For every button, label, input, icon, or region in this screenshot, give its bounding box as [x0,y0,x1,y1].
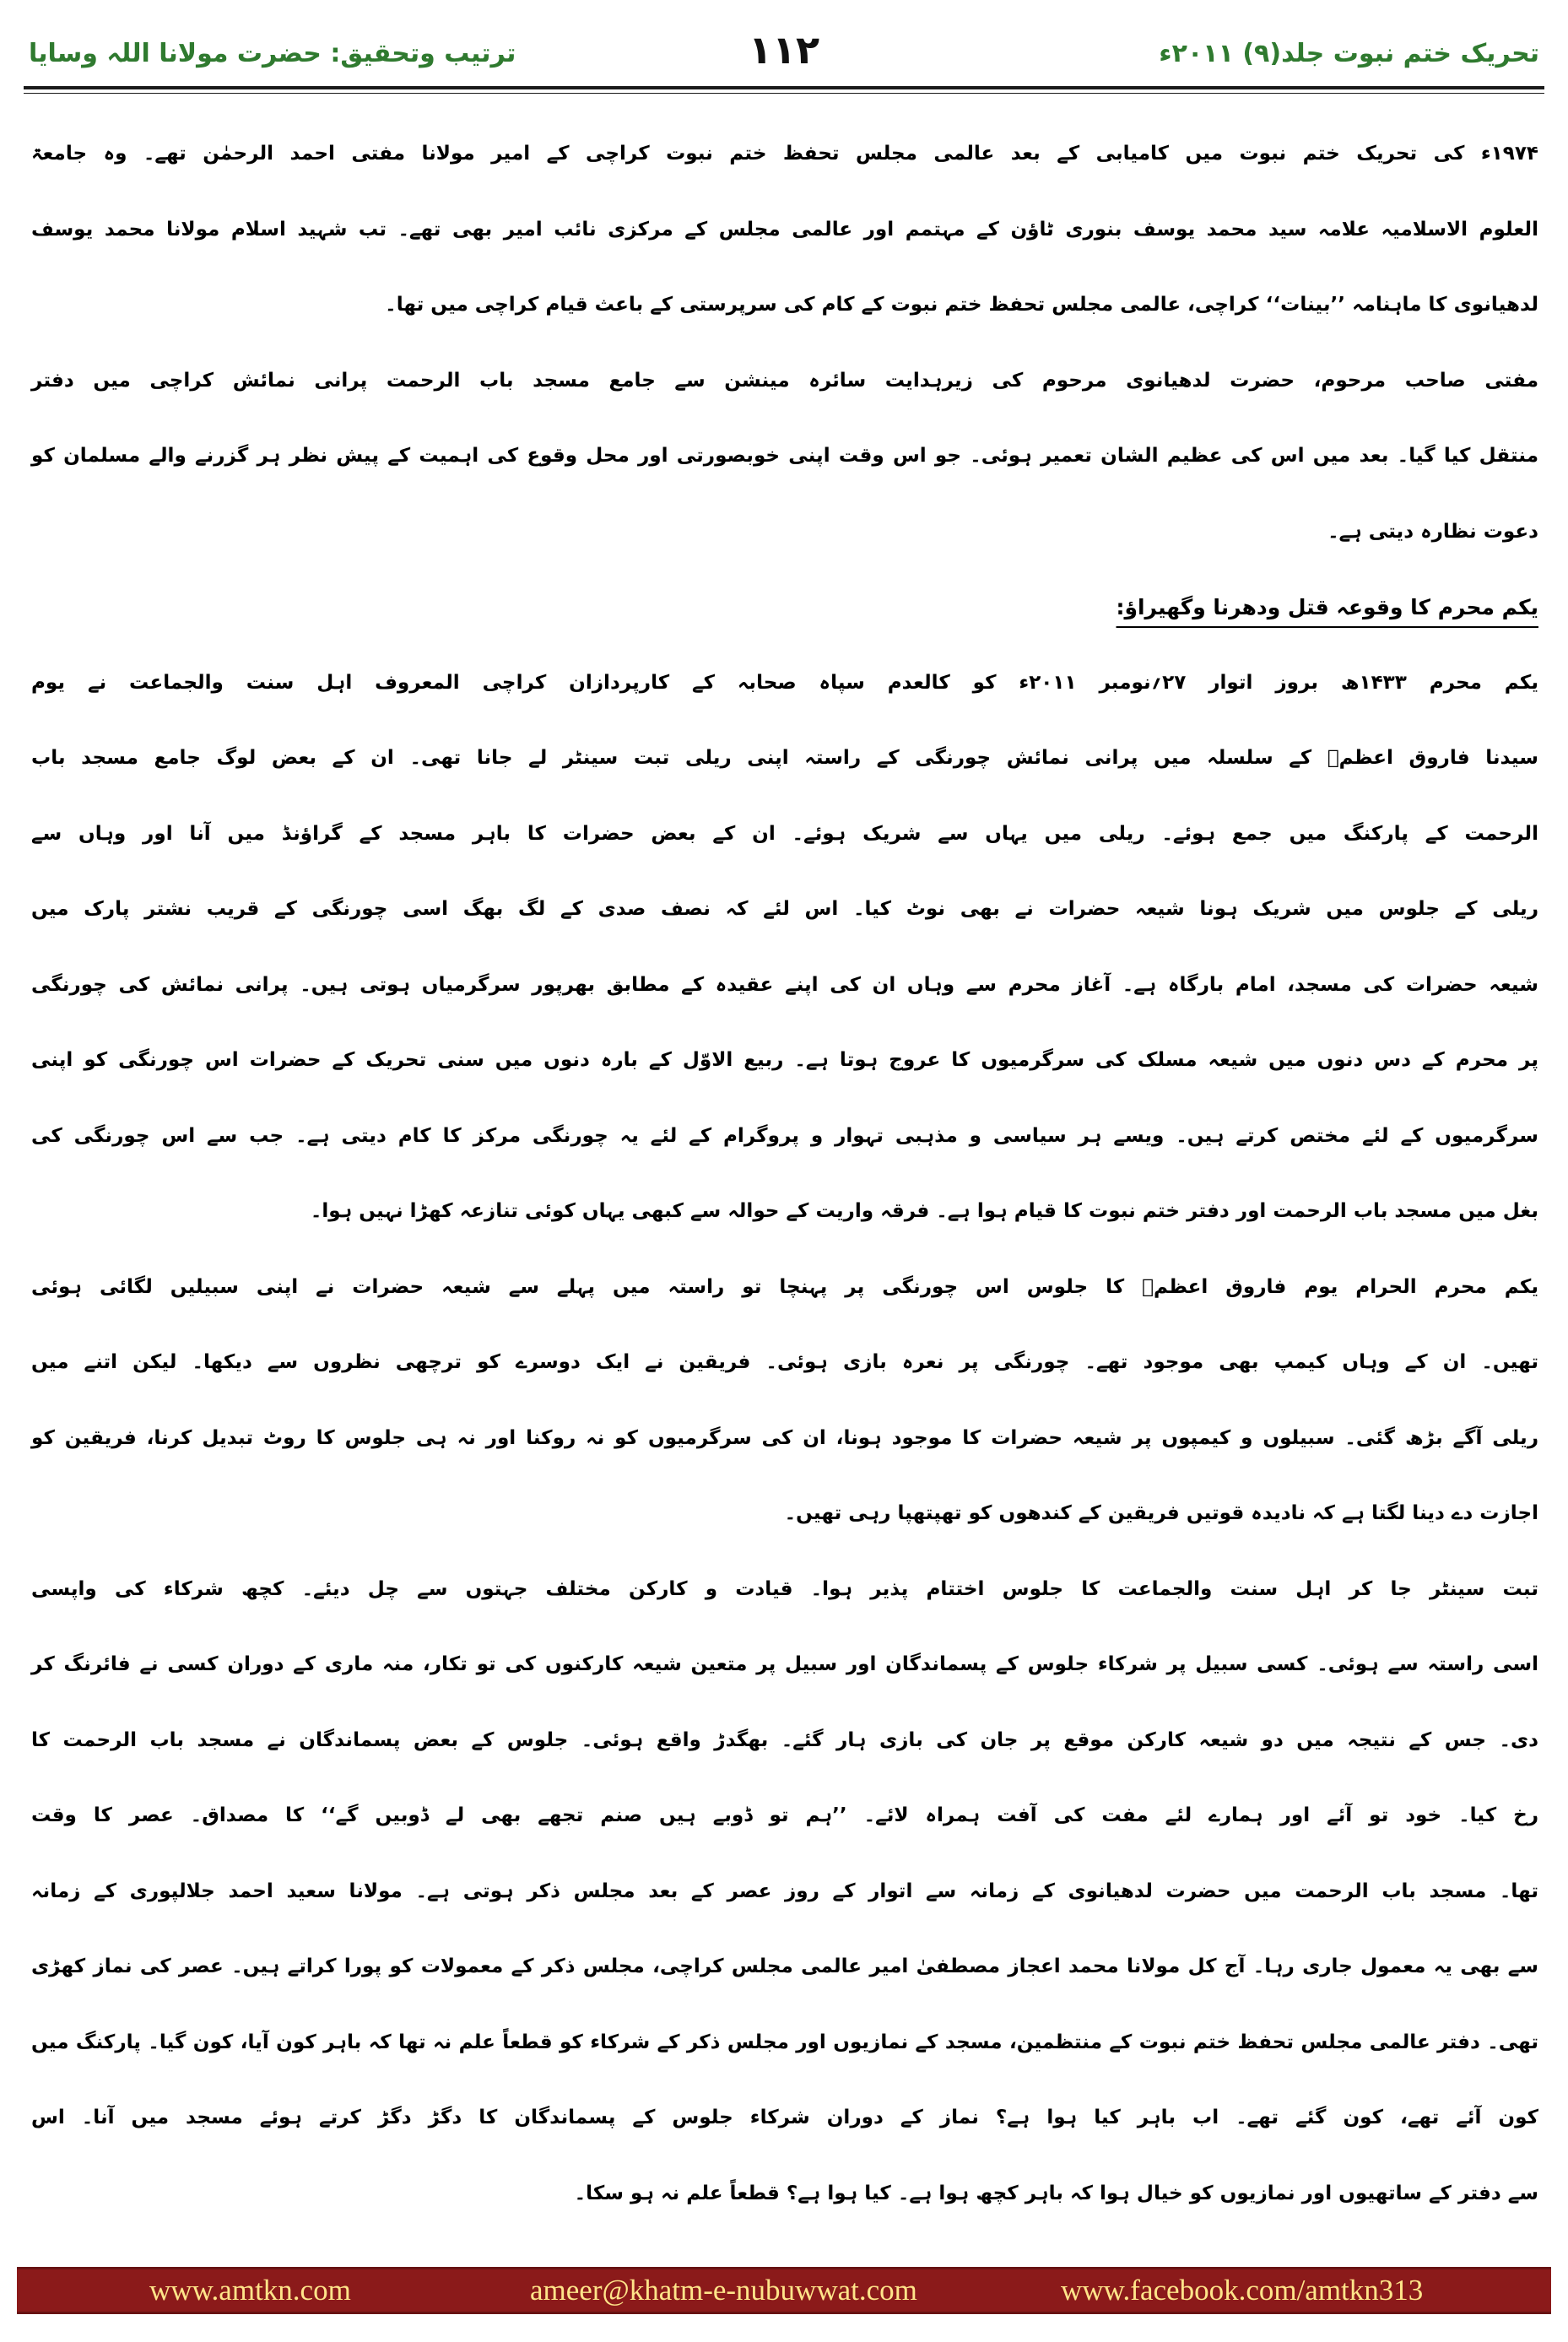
header-rule-thin [24,93,1544,94]
paragraph [30,646,1538,1250]
text-line: تھی۔ دفتر عالمی مجلس تحفظ ختم نبوت کے منتظمین، مسجد کے نمازیوں اور مجلس ذکر کے شرکاء کو قطعاً علم نہ تھا کہ باہر کون آیا، کون گیا۔ پارکنگ میں [31,2031,1538,2053]
text-line: لدھیانوی کا ماہنامہ ’’بینات‘‘ کراچی، عالمی مجلس تحفظ ختم نبوت کے کام کی سرپرستی کے باعث قیام کراچی میں تھا۔ [385,294,1538,316]
text-line: تھیں۔ ان کے وہاں کیمپ بھی موجود تھے۔ چورنگی پر نعرہ بازی ہوئی۔ فریقین نے ایک دوسرے کو ترچھی نظروں سے دیکھا۔ لیکن اتنے میں [31,1351,1538,1373]
text-line: سرگرمیوں کے لئے مختص کرتے ہیں۔ ویسے ہر سیاسی و مذہبی تہوار و پروگرام کے لئے یہ چورنگی مرکز کا کام دیتی ہے۔ جب سے اس چورنگی کی [31,1124,1538,1147]
text-line: سیدنا فاروق اعظمؓ کے سلسلہ میں پرانی نمائش چورنگی کے راستہ اپنی ریلی تبت سینٹر لے جانا تھی۔ ان کے بعض لوگ جامع مسجد باب [31,747,1538,769]
paragraph [30,1250,1538,1552]
text-line: دعوت نظارہ دیتی ہے۔ [1327,520,1538,543]
compiler-credit: ترتیب وتحقیق: حضرت مولانا اللہ وسایا [29,39,516,68]
paragraph [30,1552,1538,2232]
footer-bar [17,2267,1551,2314]
running-header [24,0,1544,84]
text-line: ریلی کے جلوس میں شریک ہونا شیعہ حضرات نے بھی نوٹ کیا۔ اس لئے کہ نصف صدی کے لگ بھگ اسی چورنگی کے قریب نشتر پارک میں [31,898,1538,920]
text-line: شیعہ حضرات کی مسجد، امام بارگاہ ہے۔ آغاز محرم سے وہاں ان کی اپنے عقیدہ کے مطابق بھرپور سرگرمیاں ہوتی ہیں۔ پرانی نمائش کی چورنگی [31,973,1538,996]
paragraph [30,343,1538,571]
text-line: رخ کیا۔ خود تو آئے اور ہمارے لئے مفت کی آفت ہمراہ لائے۔ ’’ہم تو ڈوبے ہیں صنم تجھے بھی لے ڈوبیں گے‘‘ کا مصداق۔ عصر کا وقت [31,1804,1538,1826]
text-line: الرحمت کے پارکنگ میں جمع ہوئے۔ ریلی میں یہاں سے شریک ہوئے۔ ان کے بعض حضرات کا باہر مسجد کے گراؤنڈ میں آنا اور وہاں سے [31,822,1538,845]
text-line: ریلی آگے بڑھ گئی۔ سبیلوں و کیمپوں پر شیعہ حضرات کا موجود ہونا، ان کی سرگرمیوں کو نہ روکنا اور نہ ہی جلوس کا روٹ تبدیل کرنا، فریقین کو [31,1426,1538,1449]
text-line: پر محرم کے دس دنوں میں شیعہ مسلک کی سرگرمیوں کا عروج ہوتا ہے۔ ربیع الاوّل کے بارہ دنوں میں سنی تحریک کے حضرات اس چورنگی کو اپنی [31,1049,1538,1071]
facebook-link[interactable]: www.facebook.com/amtkn313 [1061,2274,1424,2307]
text-line: یکم محرم ۱۴۳۳ھ بروز اتوار ۲۷؍نومبر ۲۰۱۱ء کو کالعدم سپاہ صحابہ کے کارپردازان کراچی المعروف اہل سنت والجماعت نے یوم [31,671,1538,694]
text-line: تھا۔ مسجد باب الرحمت میں حضرت لدھیانوی کے زمانہ سے اتوار کے روز عصر کے بعد مجلس ذکر ہوتی ہے۔ مولانا سعید احمد جلالپوری کے زمانہ [31,1880,1538,1902]
text-line: سے بھی یہ معمول جاری رہا۔ آج کل مولانا محمد اعجاز مصطفیٰ امیر عالمی مجلس کراچی، مجلس ذکر کے معمولات کو پورا کراتے ہیں۔ عصر کی نماز کھڑی [31,1955,1538,1977]
text-line: بغل میں مسجد باب الرحمت اور دفتر ختم نبوت کا قیام ہوا ہے۔ فرقہ واریت کے حوالہ سے کبھی یہاں کوئی تنازعہ کھڑا نہیں ہوا۔ [310,1200,1538,1222]
header-rule [24,86,1544,89]
text-line: سے دفتر کے ساتھیوں اور نمازیوں کو خیال ہوا کہ باہر کچھ ہوا ہے۔ کیا ہوا ہے؟ قطعاً علم نہ ہو سکا۔ [574,2182,1538,2204]
section-heading [30,570,1538,646]
text-line: منتقل کیا گیا۔ بعد میں اس کی عظیم الشان تعمیر ہوئی۔ جو اس وقت اپنی خوبصورتی اور محل وقوع کی اہمیت کے پیش نظر ہر گزرنے والے مسلمان کو [31,445,1538,467]
text-line: اسی راستہ سے ہوئی۔ کسی سبیل پر شرکاء جلوس کے پسماندگان اور سبیل پر متعین شیعہ کارکنوں کی تو تکار، منہ ماری کے دوران کسی نے فائرنگ کر [31,1653,1538,1675]
text-line: تبت سینٹر جا کر اہل سنت والجماعت کا جلوس اختتام پذیر ہوا۔ قیادت و کارکن مختلف جہتوں سے چل دیئے۔ کچھ شرکاء کی واپسی [31,1577,1538,1600]
email-link[interactable]: ameer@khatm-e-nubuwwat.com [530,2274,917,2307]
text-line: یکم محرم الحرام یوم فاروق اعظمؓ کا جلوس اس چورنگی پر پہنچا تو راستہ میں پہلے سے شیعہ حضرات نے اپنی سبیلیں لگائی ہوئی [31,1275,1538,1298]
text-line: کون آئے تھے، کون گئے تھے۔ اب باہر کیا ہوا ہے؟ نماز کے دوران شرکاء جلوس کے پسماندگان کا دگڑ دگڑ کرتے ہوئے مسجد میں آنا۔ اس [31,2107,1538,2128]
text-line: اجازت دے دینا لگتا ہے کہ نادیدہ قوتیں فریقین کے کندھوں کو تھپتھپا رہی تھیں۔ [784,1502,1538,1524]
text-line: مفتی صاحب مرحوم، حضرت لدھیانوی مرحوم کی زیرہدایت سائرہ مینشن سے جامع مسجد باب الرحمت پرانی نمائش کراچی میں دفتر [31,369,1538,392]
section-heading-text: یکم محرم کا وقوعہ قتل ودھرنا وگھیراؤ: [1116,595,1538,619]
website-link[interactable]: www.amtkn.com [149,2274,351,2307]
text-line: دی۔ جس کے نتیجہ میں دو شیعہ کارکن موقع پر جان کی بازی ہار گئے۔ بھگدڑ واقع ہوئی۔ جلوس کے بعض پسماندگان نے مسجد باب الرحمت کا [31,1728,1538,1751]
text-line: العلوم الاسلامیہ علامہ سید محمد یوسف بنوری ٹاؤن کے مہتمم اور عالمی مجلس کے مرکزی نائب امیر بھی تھے۔ تب شہید اسلام مولانا محمد یوسف [31,218,1538,241]
page-number: ۱۱۲ [748,27,820,73]
text-line: ۱۹۷۴ء کی تحریک ختم نبوت میں کامیابی کے بعد عالمی مجلس تحفظ ختم نبوت کراچی کے امیر مولانا مفتی احمد الرحمٰن تھے۔ وہ جامعۃ [31,143,1538,165]
book-title: تحریک ختم نبوت جلد(۹) ۲۰۱۱ء [1159,39,1539,68]
paragraph [30,116,1538,343]
page-body [30,116,1538,2231]
